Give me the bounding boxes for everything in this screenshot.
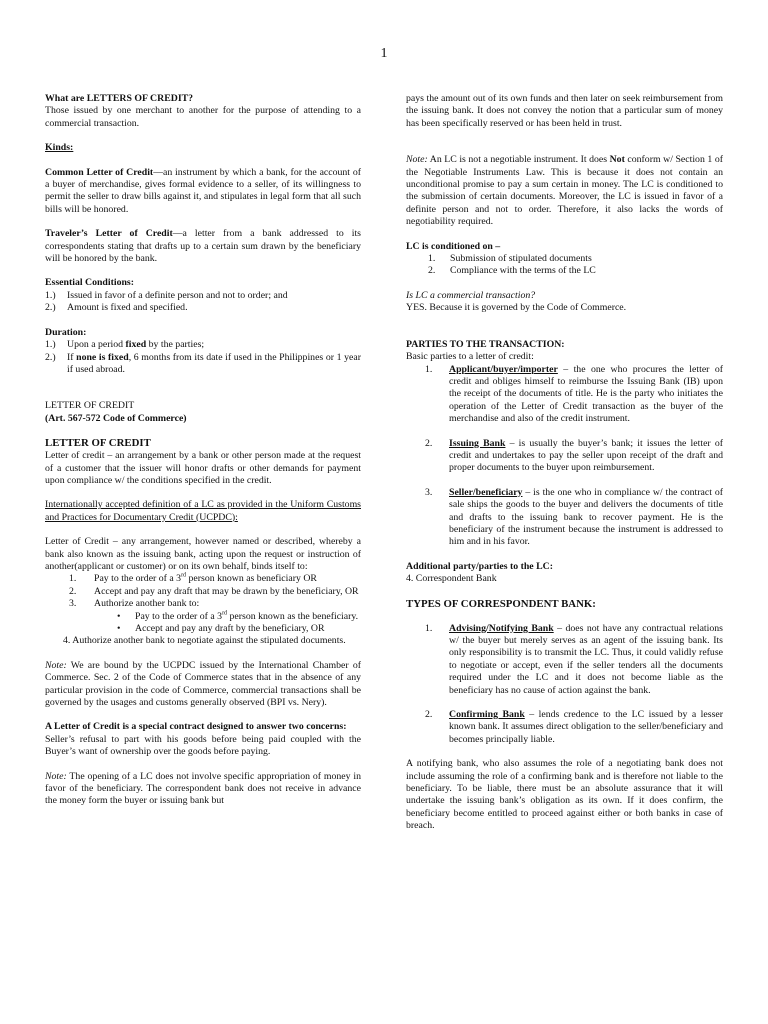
duration-2-bold: none is fixed (76, 351, 129, 363)
continued-text: pays the amount out of its own funds and then later on seek reimbursement from the issuing bank. It does not convey the notion that a particular sum of money has been specifically reserved or has been held in trust. (406, 93, 723, 129)
traveler-lc-term: Traveler’s Letter of Credit (45, 228, 173, 240)
commercial-question: Is LC a commercial transaction? (406, 289, 536, 301)
list-item (45, 339, 361, 351)
list-item (406, 487, 723, 549)
type-term: Advising/Notifying Bank (449, 622, 554, 634)
bullet-icon: • (117, 610, 121, 622)
lc-definition: Letter of credit – an arrangement by a bank or other person made at the request of a customer that the issuer will honor drafts or other demands for payment upon compliance w/ the conditions specified in the credit. (45, 450, 361, 486)
note-negotiable-paragraph (406, 154, 723, 228)
condition-1: Submission of stipulated documents (450, 253, 592, 265)
ucpdc-item-1-text: Pay to the order of a 3 (94, 573, 182, 585)
common-lc-text: —an instrument by which a bank, for the account of a buyer of merchandise, gives formal evidence to a seller, of its willingness to permit the seller to draw bills against it, and stipulates in legal form that all such bills will be honored. (45, 166, 361, 215)
right-column (406, 93, 723, 833)
types-heading: TYPES OF CORRESPONDENT BANK: (406, 597, 596, 610)
duration-1-text-end: by the parties; (146, 339, 205, 351)
parties-intro: Basic parties to a letter of credit: (406, 351, 534, 363)
lc-heading: LETTER OF CREDIT (45, 437, 151, 450)
party-text: – the one who procures the letter of credit and obliges himself to reimburse the Issuing Bank (IB) upon the receipt of the documents of title. He is the party who initiates the operation of the Letter of Credit transaction as the buyer of the merchandise and also of the credit instrument. (449, 363, 723, 425)
what-text: Those issued by one merchant to another for the purpose of attending to a commercial transaction. (45, 105, 361, 129)
lc-articles: (Art. 567-572 Code of Commerce) (45, 412, 187, 424)
list-number: 2. (69, 585, 77, 597)
type-text: – lends credence to the LC issued by a lesser known bank. It assumes direct obligation to the seller/beneficiary and becomes principally liable. (449, 709, 723, 745)
list-number: 1. (69, 573, 77, 585)
type-term: Confirming Bank (449, 709, 525, 721)
additional-party: 4. Correspondent Bank (406, 573, 497, 585)
list-item (45, 302, 361, 314)
list-number: 3. (69, 598, 77, 610)
duration-2-text: If (67, 351, 77, 363)
list-number: 1.) (45, 339, 56, 351)
special-contract-heading: A Letter of Credit is a special contract designed to answer two concerns: (45, 721, 347, 733)
left-column (45, 93, 361, 808)
party-term: Issuing Bank (449, 437, 506, 449)
bullet-item-1 (135, 611, 361, 623)
duration-2-text-end: , 6 months from its date if used in the Philippines or 1 year if used abroad. (67, 351, 361, 375)
list-item (406, 438, 723, 475)
list-item (406, 623, 723, 697)
page-number: 1 (380, 46, 388, 61)
list-number: 1.) (45, 289, 56, 301)
list-number: 1. (425, 363, 433, 375)
special-contract-text: Seller’s refusal to part with his goods before being paid coupled with the Buyer’s want of ownership over the goods before paying. (45, 733, 361, 758)
list-item (406, 364, 723, 426)
list-item (45, 586, 361, 598)
lc-title: LETTER OF CREDIT (45, 400, 135, 412)
ordinal-suffix: rd (222, 610, 228, 617)
note-not-bold: Not (609, 154, 625, 166)
duration-1 (67, 339, 361, 351)
essential-condition-1: Issued in favor of a definite person and not to order; and (67, 289, 288, 301)
ucpdc-item-1-text-end: person known as beneficiary OR (186, 573, 317, 585)
additional-heading: Additional party/parties to the LC: (406, 560, 553, 572)
ucpdc-item-4: 4. Authorize another bank to negotiate against the stipulated documents. (63, 635, 346, 647)
duration-heading: Duration: (45, 326, 87, 338)
note2-text: The opening of a LC does not involve specific appropriation of money in favor of the beneficiary. The correspondent bank does not receive in advance the money form the buyer or issuing bank but (45, 770, 361, 807)
list-item (45, 598, 361, 610)
traveler-lc-text: —a letter from a bank addressed to its correspondents stating that drafts up to a certain sum drawn by the beneficiary will be honored by the bank. (45, 228, 361, 265)
ucpdc-item-1 (94, 573, 361, 585)
duration-1-text: Upon a period (67, 339, 126, 351)
commercial-answer: YES. Because it is governed by the Code of Commerce. (406, 302, 627, 314)
list-number: 2. (428, 265, 436, 277)
list-number: 1. (425, 622, 433, 634)
note-text: We are bound by the UCPDC issued by the International Chamber of Commerce. Sec. 2 of the Code of Commerce states that in the absence of any particular provision in the code of Commerce, commercial transactions shall be governed by the usages and customs generally observed (BPI vs. Nery). (45, 659, 361, 709)
list-item (45, 352, 361, 377)
note-label: Note: (45, 659, 67, 671)
party-text: – is usually the buyer’s bank; it issues the letter of credit and undertakes to pay the seller upon receipt of the draft and proper documents to the buyer upon reimbursement. (449, 437, 724, 474)
ucpdc-item-2: Accept and pay any draft that may be drawn by the beneficiary, OR (94, 585, 359, 597)
common-lc-paragraph (45, 167, 361, 217)
note-text-end: conform w/ Section 1 of the Negotiable Instruments Law. This is because it does not contain an unconditional promise to pay a sum certain in money. The LC is conditioned to the submission of certain documents. Moreover, the LC is issued in favor of a definite person and not to order. Therefore, it also lacks the words of negotiability required. (406, 154, 723, 228)
note2-paragraph (45, 771, 361, 808)
closing-paragraph: A notifying bank, who also assumes the role of a negotiating bank does not include assuming the role of a confirming bank and is therefore not liable to the beneficiary. To be liable, there must be an absolute assurance that it will undertake the issuing bank’s obligation as its own. If it does confirm, the beneficiary become entitled to proceed against either or both banks in case of breach. (406, 758, 723, 832)
essential-condition-2: Amount is fixed and specified. (67, 302, 188, 314)
party-text: – is the one who in compliance w/ the contract of sale ships the goods to the buyer and delivers the documents of title and drafts to the issuing bank to recover payment. He is the beneficiary of the instrument because the instrument is addressed to him and in his favor. (449, 486, 723, 548)
list-number: 1. (428, 253, 436, 265)
type-advising-bank (449, 623, 723, 697)
ucpdc-item-3: Authorize another bank to: (94, 598, 200, 610)
condition-2: Compliance with the terms of the LC (450, 265, 596, 277)
bullet-item-1-text-end: person known as the beneficiary. (227, 610, 359, 622)
ucpdc-text: Letter of Credit – any arrangement, however named or described, whereby a bank also known as the issuing bank, acting upon the request or instruction of another(applicant or customer) or on its own behalf, binds itself to: (45, 536, 361, 572)
essential-heading: Essential Conditions: (45, 277, 135, 289)
party-applicant (449, 364, 723, 426)
list-item (406, 253, 723, 265)
conditioned-heading: LC is conditioned on – (406, 240, 501, 252)
list-number: 2. (425, 709, 433, 721)
note-label: Note: (45, 770, 67, 782)
kinds-heading: Kinds: (45, 142, 74, 154)
type-confirming-bank (449, 709, 723, 746)
list-number: 2. (425, 437, 433, 449)
note-text: An LC is not a negotiable instrument. It does (427, 154, 610, 166)
list-item (45, 573, 361, 585)
what-heading: What are LETTERS OF CREDIT? (45, 93, 194, 104)
party-term: Applicant/buyer/importer (449, 363, 558, 375)
note-paragraph (45, 660, 361, 710)
note-label: Note: (406, 154, 428, 166)
party-issuing-bank (449, 438, 723, 475)
common-lc-term: Common Letter of Credit (45, 166, 154, 178)
duration-2 (67, 352, 361, 377)
type-text: – does not have any contractual relations w/ the buyer but merely serves as an agent of the issuing bank. Its only responsibility is to transmit the LC. Thus, it could validly refuse to negotiate or accept, even if the seller tenders all the documents required under the LC and it does not become liable as the beneficiary has no cause of action against the bank. (449, 622, 723, 696)
list-item (406, 709, 723, 746)
ordinal-suffix: rd (181, 573, 187, 580)
list-item (45, 290, 361, 302)
duration-1-bold: fixed (125, 339, 147, 351)
traveler-lc-paragraph (45, 228, 361, 265)
bullet-item-2: Accept and pay any draft by the beneficiary, OR (135, 623, 325, 634)
list-number: 2.) (45, 302, 56, 314)
bullet-icon: • (117, 623, 121, 634)
party-seller (449, 487, 723, 549)
ucpdc-heading: Internationally accepted definition of a LC as provided in the Uniform Customs and Practices for Documentary Credit (UCPDC): (45, 499, 361, 523)
list-number: 3. (425, 486, 433, 498)
list-number: 2.) (45, 351, 56, 363)
parties-heading: PARTIES TO THE TRANSACTION: (406, 338, 565, 350)
party-term: Seller/beneficiary (449, 486, 523, 498)
bullet-item-1-text: Pay to the order of a 3 (135, 610, 223, 622)
list-item (406, 265, 723, 277)
bullet-item (45, 611, 361, 623)
bullet-item (45, 623, 361, 635)
